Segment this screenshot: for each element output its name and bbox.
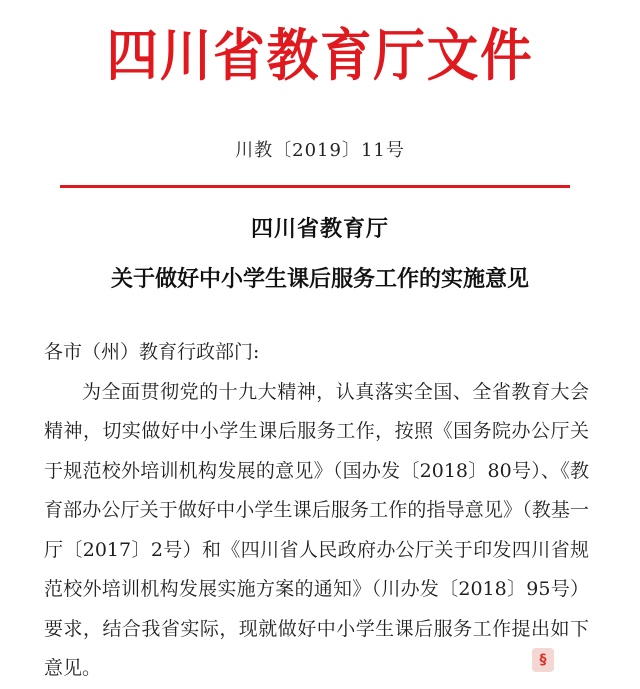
- body-paragraph: 为全面贯彻党的十九大精神，认真落实全国、全省教育大会精神，切实做好中小学生课后服务工作，按照《国务院办公厅关于规范校外培训机构发展的意见》（国办发〔2018〕80号）、《教育部办公厅关于做好中小学生课后服务工作的指导意见》（教基一厅〔2017〕2号）和《四川省人民政府办公厅关于印发四川省规范校外培训机构发展实施方案的通知》（川办发〔2018〕95号）要求，结合我省实际，现就做好中小学生课后服务工作提出如下意见。: [44, 380, 589, 679]
- seal-stamp-icon: §: [532, 648, 554, 672]
- document-masthead: 四川省教育厅文件: [106, 24, 534, 89]
- issuer-heading: 四川省教育厅: [250, 217, 389, 242]
- document-number: 川教〔2019〕11号: [235, 140, 405, 161]
- red-divider-line: [60, 185, 570, 188]
- document-body: [44, 333, 589, 689]
- salutation: 各市（州）教育行政部门:: [44, 341, 260, 363]
- document-title: 关于做好中小学生课后服务工作的实施意见: [110, 267, 529, 292]
